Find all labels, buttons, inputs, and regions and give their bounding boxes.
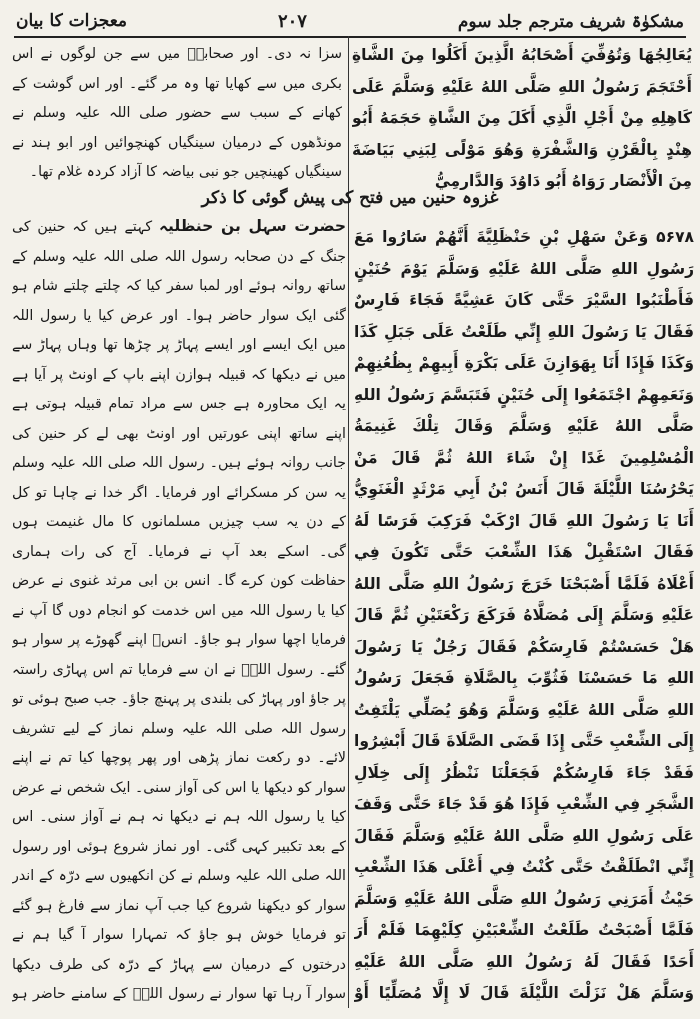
header-rule	[14, 36, 686, 38]
arabic-hadith-body: أَنَّهُمْ سَارُوا مَعَ رَسُولِ اللهِ صَلَّى اللهُ عَلَيْهِ وَسَلَّمَ يَوْمَ حُنَيْنٍ فَأَطْنَبُوا السَّيْرَ حَتَّى كَانَ عَشِيَّةً فَجَاءَ فَارِسٌ فَقَالَ يَا رَسُولَ اللهِ إِنِّي طَلَعْتُ عَلَى جَبَلِ كَذَا وَكَذَا فَإِذَا أَنَا بِهَوَازِنَ عَلَى بَكْرَةِ أَبِيهِمْ بِظُعُنِهِمْ وَنَعَمِهِمْ اجْتَمَعُوا إِلَى حُنَيْنٍ فَتَبَسَّمَ رَسُولُ اللهِ صَلَّى اللهُ عَلَيْهِ وَسَلَّمَ وَقَالَ تِلْكَ غَنِيمَةُ الْمُسْلِمِينَ غَدًا إِنْ شَاءَ اللهُ ثُمَّ قَالَ مَنْ يَحْرُسُنَا اللَّيْلَةَ قَالَ أَنَسُ بْنُ أَبِي مَرْثَدٍ الْغَنَوِيُّ أَنَا يَا رَسُولَ اللهِ قَالَ ارْكَبْ فَرَكِبَ فَرَسًا لَهُ فَقَالَ اسْتَقْبِلْ هَذَا الشِّعْبَ حَتَّى تَكُونَ فِي أَعْلَاهُ فَلَمَّا أَصْبَحْنَا خَرَجَ رَسُولُ اللهِ صَلَّى اللهُ عَلَيْهِ وَسَلَّمَ إِلَى مُصَلَّاهُ فَرَكَعَ رَكْعَتَيْنِ ثُمَّ قَالَ هَلْ حَسَسْتُمْ فَارِسَكُمْ فَقَالَ رَجُلٌ يَا رَسُولَ اللهِ مَا حَسَسْنَا فَثُوِّبَ بِالصَّلَاةِ فَجَعَلَ رَسُولُ اللهِ صَلَّى اللهُ عَلَيْهِ وَسَلَّمَ وَهُوَ يُصَلِّي يَلْتَفِتُ إِلَى الشِّعْبِ حَتَّى إِذَا قَضَى الصَّلَاةَ قَالَ أَبْشِرُوا فَقَدْ جَاءَ فَارِسُكُمْ فَجَعَلْنَا نَنْظُرُ إِلَى خِلَالِ الشَّجَرِ فِي الشِّعْبِ فَإِذَا هُوَ قَدْ جَاءَ حَتَّى وَقَفَ عَلَى رَسُولِ اللهِ صَلَّى اللهُ عَلَيْهِ وَسَلَّمَ فَقَالَ إِنِّي انْطَلَقْتُ حَتَّى كُنْتُ فِي أَعْلَى هَذَا الشِّعْبِ حَيْثُ أَمَرَنِي رَسُولُ اللهِ صَلَّى اللهُ عَلَيْهِ وَسَلَّمَ فَلَمَّا أَصْبَحْتُ طَلَعْتُ الشِّعْبَيْنِ كِلَيْهِمَا فَلَمْ أَرَ أَحَدًا فَقَالَ لَهُ رَسُولُ اللهِ صَلَّى اللهُ عَلَيْهِ وَسَلَّمَ هَلْ نَزَلْتَ اللَّيْلَةَ قَالَ لَا إِلَّا مُصَلِّيًا أَوْ	[354, 228, 694, 1002]
urdu-main-text	[12, 212, 346, 1008]
header-chapter-title: معجزات کا بیان	[16, 11, 128, 31]
page-header	[10, 6, 690, 36]
arabic-top-text	[352, 40, 692, 190]
page-number: ۲۰۷	[277, 10, 307, 32]
urdu-translation-lead: حضرت سہل بن حنظلیہ	[158, 217, 346, 235]
hadith-number: ۵۶۷۸	[656, 228, 694, 246]
urdu-top-paragraph: سزا نہ دی۔ اور صحابہؓ میں سے جن لوگوں نے اس بکری میں سے کھایا تھا وہ مر گئے۔ اور اس گوشت کے کھانے کے سبب سے حضور صلی اللہ علیہ وسلم نے مونڈھوں کے درمیان سینگیاں کھنچوائیں اور ابو ہند نے سینگیاں کھینچیں جو نبی بیاضہ کا آزاد کردہ غلام تھا۔	[12, 46, 342, 180]
urdu-translation-body: کہتے ہیں کہ حنین کی جنگ کے دن صحابہ رسول اللہ صلی اللہ علیہ وسلم کے ساتھ روانہ ہوئے اور لمبا سفر کیا کہ چلتے چلتے شام ہو گئی ایک سوار حاضر ہوا۔ اور عرض کیا یا رسول اللہ میں ایک ایسے اور ایسے پہاڑ پر چڑھا تھا وہاں پہاڑ سے میں نے دیکھا کہ قبیلہ ہوازن اپنے باپ کے اونٹ پر آیا ہے یہ ایک محاورہ ہے جس سے مراد تمام قبیلہ ہوتی ہے اپنے ساتھ اپنی عورتیں اور اونٹ بھی لے کر حنین کی جانب روانہ ہوئے ہیں۔ رسول اللہ صلی اللہ علیہ وسلم یہ سن کر مسکرائے اور فرمایا۔ اگر خدا نے چاہا تو کل کے دن یہ سب چیزیں مسلمانوں کا مال غنیمت ہوں گی۔ اسکے بعد آپ نے فرمایا۔ آج کی رات ہماری حفاظت کون کرے گا۔ انس بن ابی مرثد غنوی نے عرض کیا یا رسول اللہ میں اس خدمت کو انجام دوں گا آپ نے فرمایا اچھا سوار ہو جاؤ۔ انسؓ اپنے گھوڑے پر سوار ہو گئے۔ رسول اللہؐ نے ان سے فرمایا تم اس پہاڑی راستہ پر جاؤ اور پہاڑ کی بلندی پر پہنچ جاؤ۔ جب صبح ہوئی تو رسول اللہ صلی اللہ علیہ وسلم نماز کے لیے تشریف لائے۔ دو رکعت نماز پڑھی اور پھر پوچھا کیا تم نے اپنے سوار کو دیکھا یا اس کی آواز سنی۔ ایک شخص نے عرض کیا یا رسول اللہ ہم نے دیکھا نہ ہم نے آواز سنی۔ اس کے بعد تکبیر کہی گئی۔ اور نماز شروع ہوئی اور رسول اللہ صلی اللہ علیہ وسلم نے کن انکھیوں سے درّہ کے اندر سوار کو دیکھنا شروع کیا جب آپ نماز سے فارغ ہو گئے تو فرمایا خوش ہو جاؤ کہ تمہارا سوار آ گیا ہم نے درختوں کے درمیان سے پہاڑ کے درّہ کی طرف دیکھا سوار آ رہا تھا سوار نے رسول اللہؐ کے سامنے حاضر ہو	[12, 219, 346, 1002]
arabic-top-paragraph: يُعَالِجُهَا وَتُوُفِّيَ أَصْحَابُهُ الَّذِينَ أَكَلُوا مِنَ الشَّاةِ أَحْتَجَمَ رَسُولُ اللهِ صَلَّى اللهُ عَلَيْهِ وَسَلَّمَ عَلَى كَاهِلِهِ مِنْ أَجْلِ الَّذِي أَكَلَ مِنَ الشَّاةِ حَجَمَهُ أَبُو هِنْدٍ بِالْقَرْنِ وَالشَّفْرَةِ وَهُوَ مَوْلًى لِبَنِي بَيَاضَةَ مِنَ الْأَنْصَارِ رَوَاهُ أَبُو دَاوُدَ وَالدَّارِمِيُّ	[352, 46, 692, 190]
chapter-heading: غزوہ حنین میں فتح کی پیش گوئی کا ذکر	[201, 188, 499, 208]
urdu-translation	[12, 212, 346, 1008]
arabic-hadith	[354, 222, 694, 1008]
urdu-top-text	[12, 40, 342, 180]
arabic-main-text	[354, 222, 694, 1008]
header-book-title: مشکوٰۃ شریف مترجم جلد سوم	[457, 11, 684, 32]
column-divider	[348, 36, 349, 1008]
arabic-hadith-lead: وَعَنْ سَهْلِ بْنِ حَنْظَلِيَّةَ	[476, 228, 649, 246]
